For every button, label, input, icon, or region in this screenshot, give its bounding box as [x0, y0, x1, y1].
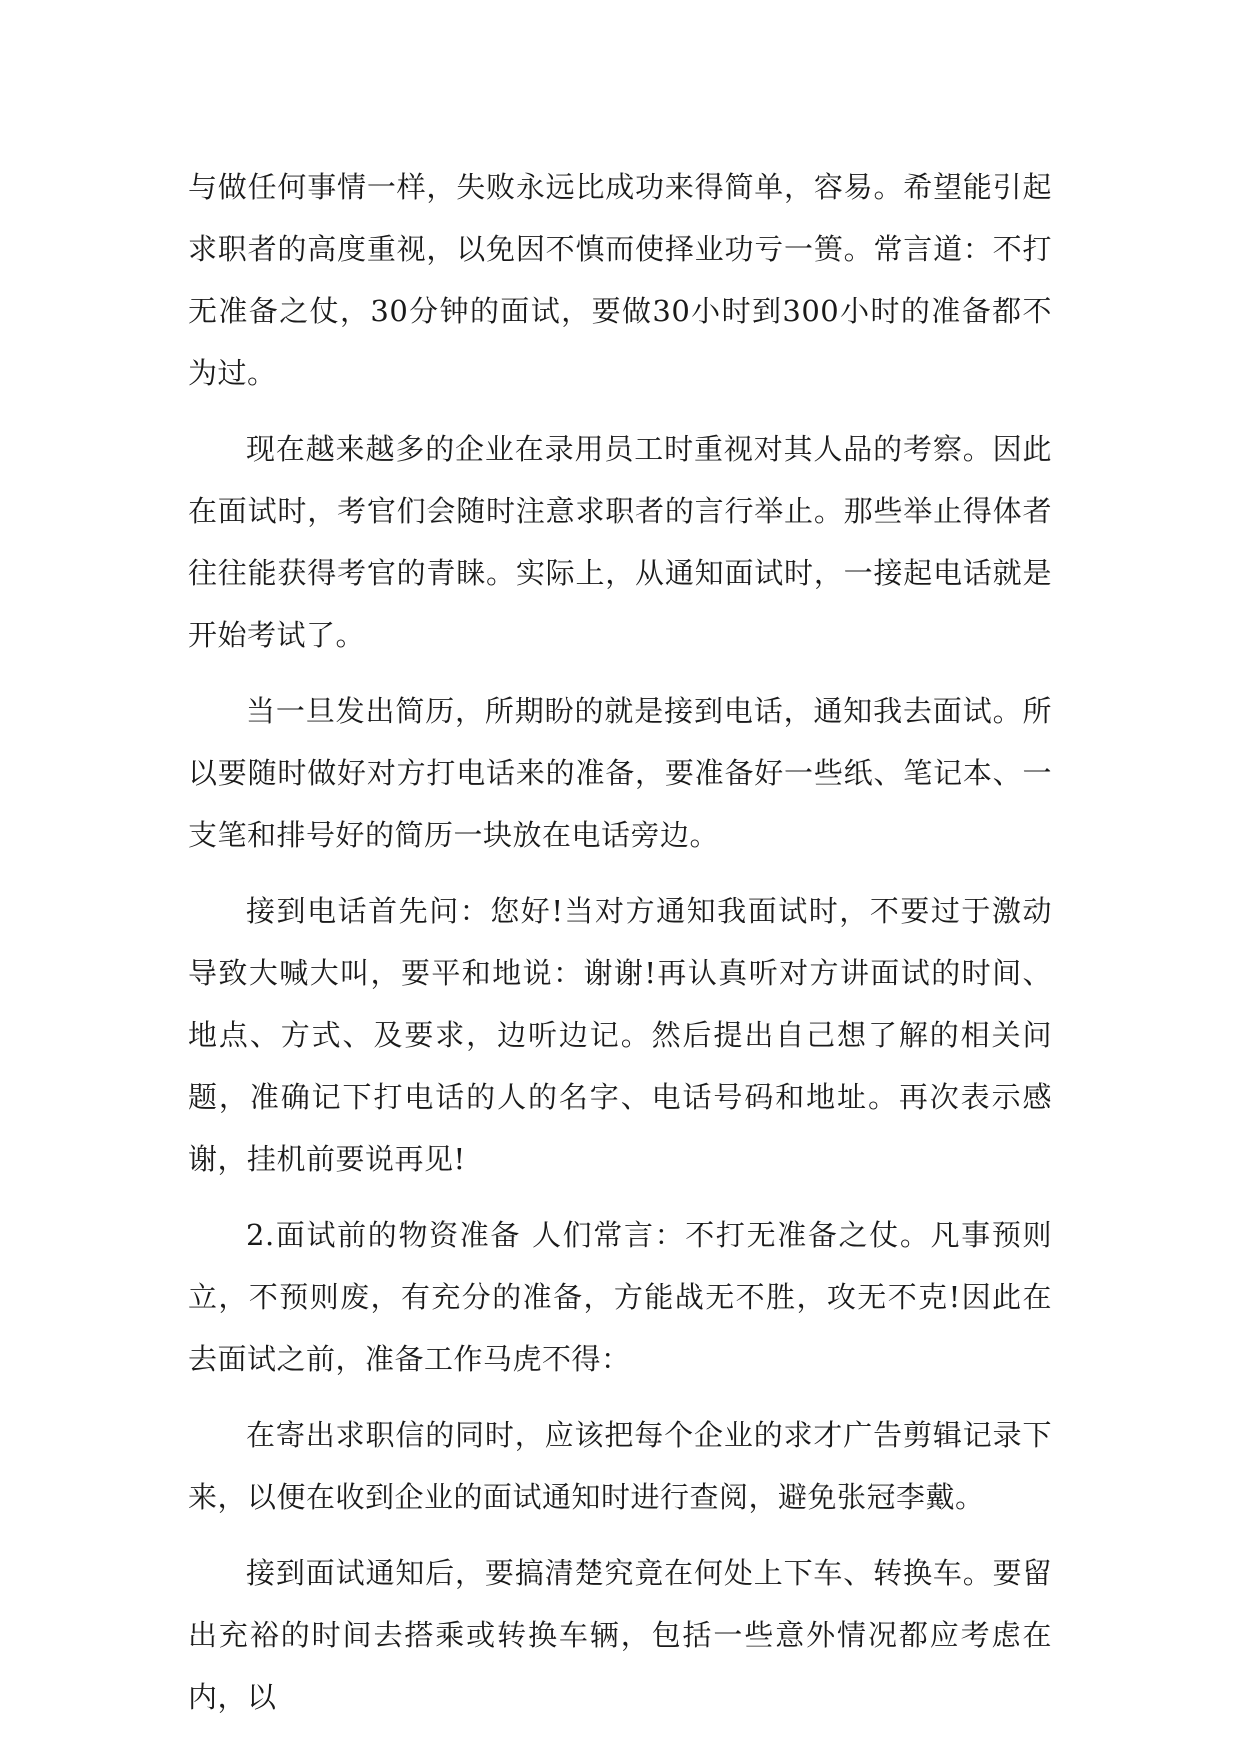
paragraph-6: 在寄出求职信的同时，应该把每个企业的求才广告剪辑记录下来，以便在收到企业的面试通知时进行查阅，避免张冠李戴。 — [188, 1418, 1052, 1514]
paragraph-2: 现在越来越多的企业在录用员工时重视对其人品的考察。因此在面试时，考官们会随时注意求职者的言行举止。那些举止得体者往往能获得考官的青睐。实际上，从通知面试时，一接起电话就是开始考试了。 — [188, 432, 1052, 652]
paragraph-4: 接到电话首先问：您好!当对方通知我面试时，不要过于激动导致大喊大叫，要平和地说：谢谢!再认真听对方讲面试的时间、地点、方式、及要求，边听边记。然后提出自己想了解的相关问题，准确记下打电话的人的名字、电话号码和地址。再次表示感谢，挂机前要说再见! — [188, 894, 1052, 1176]
paragraph-1: 与做任何事情一样，失败永远比成功来得简单，容易。希望能引起求职者的高度重视，以免因不慎而使择业功亏一篑。常言道：不打无准备之仗，30分钟的面试，要做30小时到300小时的准备都不为过。 — [188, 170, 1052, 390]
paragraph-7: 接到面试通知后，要搞清楚究竟在何处上下车、转换车。要留出充裕的时间去搭乘或转换车辆，包括一些意外情况都应考虑在内，以 — [188, 1556, 1052, 1714]
paragraph-3: 当一旦发出简历，所期盼的就是接到电话，通知我去面试。所以要随时做好对方打电话来的准备，要准备好一些纸、笔记本、一支笔和排号好的简历一块放在电话旁边。 — [188, 694, 1052, 852]
document-body — [188, 156, 1052, 1742]
paragraph-5: 2.面试前的物资准备 人们常言：不打无准备之仗。凡事预则立，不预则废，有充分的准备，方能战无不胜，攻无不克!因此在去面试之前，准备工作马虎不得： — [188, 1218, 1052, 1376]
